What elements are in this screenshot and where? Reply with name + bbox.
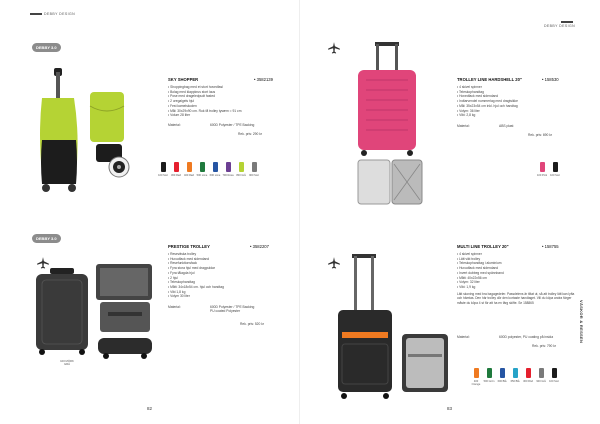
prestige-trolley-image <box>28 262 164 372</box>
prestige-feature: • Resefunktionsfack <box>168 261 224 266</box>
color-swatch <box>209 162 221 177</box>
trolleyLine-feature: • Vikt: 2,8 kg <box>457 113 518 118</box>
swatch-bag-icon <box>174 162 179 172</box>
prestige-number: • 3582207 <box>250 244 269 249</box>
sky-feature: • Pose med drageledpudt fasted <box>168 94 241 99</box>
multi-line-material-value: 600D polyester, PU coating på insida <box>499 335 554 339</box>
color-swatch <box>509 368 521 386</box>
prestige-title: PRESTIGE TROLLEY <box>168 244 210 249</box>
swatch-label: 100 Sort <box>549 380 559 383</box>
brand-logo-right: DEBBY DESIGN <box>544 20 575 28</box>
prestige-feature: • Reseväska trolley <box>168 252 224 257</box>
trolleyLine-feature: • Indtarvendel nummerlag med dragtsikke <box>457 99 518 104</box>
multiLine-feature: • Vikt: 1,9 kg <box>457 285 504 290</box>
swatch-bag-icon <box>539 368 544 378</box>
swatch-label: 600 Lime <box>209 174 221 177</box>
multi-line-material-label: Material: <box>457 335 470 339</box>
swatch-bag-icon <box>540 162 545 172</box>
debby-badge: DEBBY 3.0 <box>32 43 61 52</box>
swatch-bag-icon <box>161 162 166 172</box>
page-number-left: 82 <box>147 406 153 411</box>
prestige-feature: • Fyra tålagda hjul <box>168 271 224 276</box>
swatch-bag-icon <box>552 368 557 378</box>
swatch-bag-icon <box>500 368 505 378</box>
sky-feature: • Fest kamelskoden <box>168 104 241 109</box>
multi-line-price: Rek. pris: 790 kr <box>532 344 557 348</box>
trolleyLine-feature: • Teleskophandtag <box>457 90 518 95</box>
swatch-label: 900 Grå <box>536 380 546 383</box>
swatch-bag-icon <box>213 162 218 172</box>
trolleyLine-feature: • Hovedfack med sidendand <box>457 94 518 99</box>
swatch-label: 400 Orange <box>471 380 481 386</box>
prestige-color-caption: 100 MÖRK GRÅ <box>60 359 74 367</box>
multi-line-title: MULTI LINE TROLLEY 20" <box>457 244 509 249</box>
color-swatch <box>548 368 560 386</box>
multiLine-feature: • Teleskophandtag i aluminium <box>457 261 504 266</box>
multi-line-description: Lätt skoning med bra bagagedeler. Passdelens är tiltat ut, så att trolley lätt kan lyfta och hämtas. Den här trolley dör den kortaste handtaget. Vill du köpa andra färger måste du köpa 4 st för att ha en färg skifte. Se 158865 <box>457 292 575 305</box>
color-swatch <box>183 162 195 177</box>
prestige-feature: • 2 hjul <box>168 276 224 281</box>
section-side-label: VÄSKOR & RESSEN <box>579 300 584 344</box>
swatch-label: 500 Grön <box>483 380 495 383</box>
color-swatch <box>235 162 247 177</box>
color-swatch <box>549 162 561 177</box>
swatch-bag-icon <box>239 162 244 172</box>
color-swatch <box>470 368 482 386</box>
sky-feature: • 2 uregalgels hjul <box>168 99 241 104</box>
swatch-bag-icon <box>513 368 518 378</box>
sky-feature: • Mål: 30x29x90 cm. Ruk få trolley tysæm = 91 cm <box>168 109 241 114</box>
sky-material-label: Material: <box>168 123 181 127</box>
hardshell-price: Rek. pris: 690 kr <box>528 133 553 137</box>
hardshell-features <box>457 85 518 118</box>
multiLine-feature: • 4 skivel spinner <box>457 252 504 257</box>
swatch-label: 300 Röd <box>523 380 533 383</box>
multi-line-trolley-image <box>336 254 452 404</box>
debby-badge-2: DEBBY 3.0 <box>32 234 61 243</box>
multi-line-swatches <box>470 368 561 386</box>
sky-feature: • Bolag med klappkrus stort laus <box>168 90 241 95</box>
hardshell-material-value: ABS plast <box>499 124 514 128</box>
swatch-bag-icon <box>226 162 231 172</box>
swatch-bag-icon <box>526 368 531 378</box>
sky-feature: • Volum 28 liter <box>168 113 241 118</box>
multi-line-features <box>457 252 504 290</box>
airplane-icon <box>327 41 341 55</box>
swatch-label: 500 Lime <box>196 174 208 177</box>
prestige-material-label: Material: <box>168 305 181 309</box>
multiLine-feature: • Huvudfack med sidendand <box>457 266 504 271</box>
sky-shopper-features <box>168 85 241 118</box>
color-swatch <box>535 368 547 386</box>
multiLine-feature: • Lätt vikt trolley <box>457 257 504 262</box>
trolleyLine-feature: • Volym: 36 liter <box>457 109 518 114</box>
prestige-feature: • Huvudfack med sidendand <box>168 257 224 262</box>
color-swatch <box>483 368 495 386</box>
hardshell-material-label: Material: <box>457 124 470 128</box>
sky-material-value: 600D Polyester / TPE Backing <box>210 123 255 127</box>
trolleyLine-feature: • Mål: 35x23x54 cm inkl. hjul och handtag <box>457 104 518 109</box>
page-divider <box>299 0 300 424</box>
swatch-bag-icon <box>187 162 192 172</box>
swatch-label: 800 Grå <box>236 174 246 177</box>
swatch-bag-icon <box>200 162 205 172</box>
hardshell-title: TROLLEY LINE HARDSHELL 20" <box>457 77 522 82</box>
sky-shopper-title: SKY SHOPPER <box>168 77 199 82</box>
prestige-feature: • Teleskophandtag <box>168 280 224 285</box>
color-swatch <box>157 162 169 177</box>
swatch-label: 700 Rosa <box>222 174 234 177</box>
swatch-label: 650 Blå <box>510 380 520 383</box>
swatch-label: 300 Rød <box>171 174 181 177</box>
swatch-label: 600 Blå <box>497 380 507 383</box>
page-number-right: 83 <box>447 406 453 411</box>
swatch-bag-icon <box>252 162 257 172</box>
swatch-label: 100 Sort <box>550 174 560 177</box>
hardshell-swatches <box>536 162 562 177</box>
prestige-material-value: 600D Polyester / TPE Backing PU coated Polyester <box>210 305 255 313</box>
hardshell-number: • 158530 <box>542 77 559 82</box>
hardshell-trolley-image <box>340 40 440 210</box>
sky-shopper-image <box>30 62 160 192</box>
multiLine-feature: • Invert dubbeg med spännband <box>457 271 504 276</box>
color-swatch <box>222 162 234 177</box>
prestige-feature: • Volym 30 liter <box>168 294 224 299</box>
color-swatch <box>536 162 548 177</box>
multi-line-number: • 158755 <box>542 244 559 249</box>
swatch-bag-icon <box>553 162 558 172</box>
prestige-feature: • Mått: 34x18x54 cm. hjul och handtag <box>168 285 224 290</box>
prestige-feature: • Vikt 1,8 kg <box>168 290 224 295</box>
sky-feature: • Shoppingbag med et stort hovedfasl <box>168 85 241 90</box>
color-swatch <box>496 368 508 386</box>
color-swatch <box>522 368 534 386</box>
multiLine-feature: • Mått: 40x22x56 cm <box>457 276 504 281</box>
swatch-label: 900 Sort <box>249 174 259 177</box>
swatch-label: 100 Sort <box>158 174 168 177</box>
brand-logo-left: DEBBY DESIGN <box>28 12 75 16</box>
prestige-feature: • Fyra stora hjul med dragpuldar <box>168 266 224 271</box>
swatch-bag-icon <box>487 368 492 378</box>
color-swatch <box>248 162 260 177</box>
prestige-features <box>168 252 224 299</box>
color-swatch <box>170 162 182 177</box>
sky-swatches <box>157 162 261 177</box>
swatch-bag-icon <box>474 368 479 378</box>
swatch-label: 100 Pink <box>536 174 548 177</box>
swatch-label: 400 Rød <box>184 174 194 177</box>
prestige-price: Rek. pris: 520 kr <box>240 322 265 326</box>
multiLine-feature: • Volym: 32 liter <box>457 280 504 285</box>
color-swatch <box>196 162 208 177</box>
trolleyLine-feature: • 4 skivel spinner <box>457 85 518 90</box>
sky-shopper-number: • 3582139 <box>254 77 273 82</box>
sky-price: Rek. pris: 290 kr <box>238 132 263 136</box>
